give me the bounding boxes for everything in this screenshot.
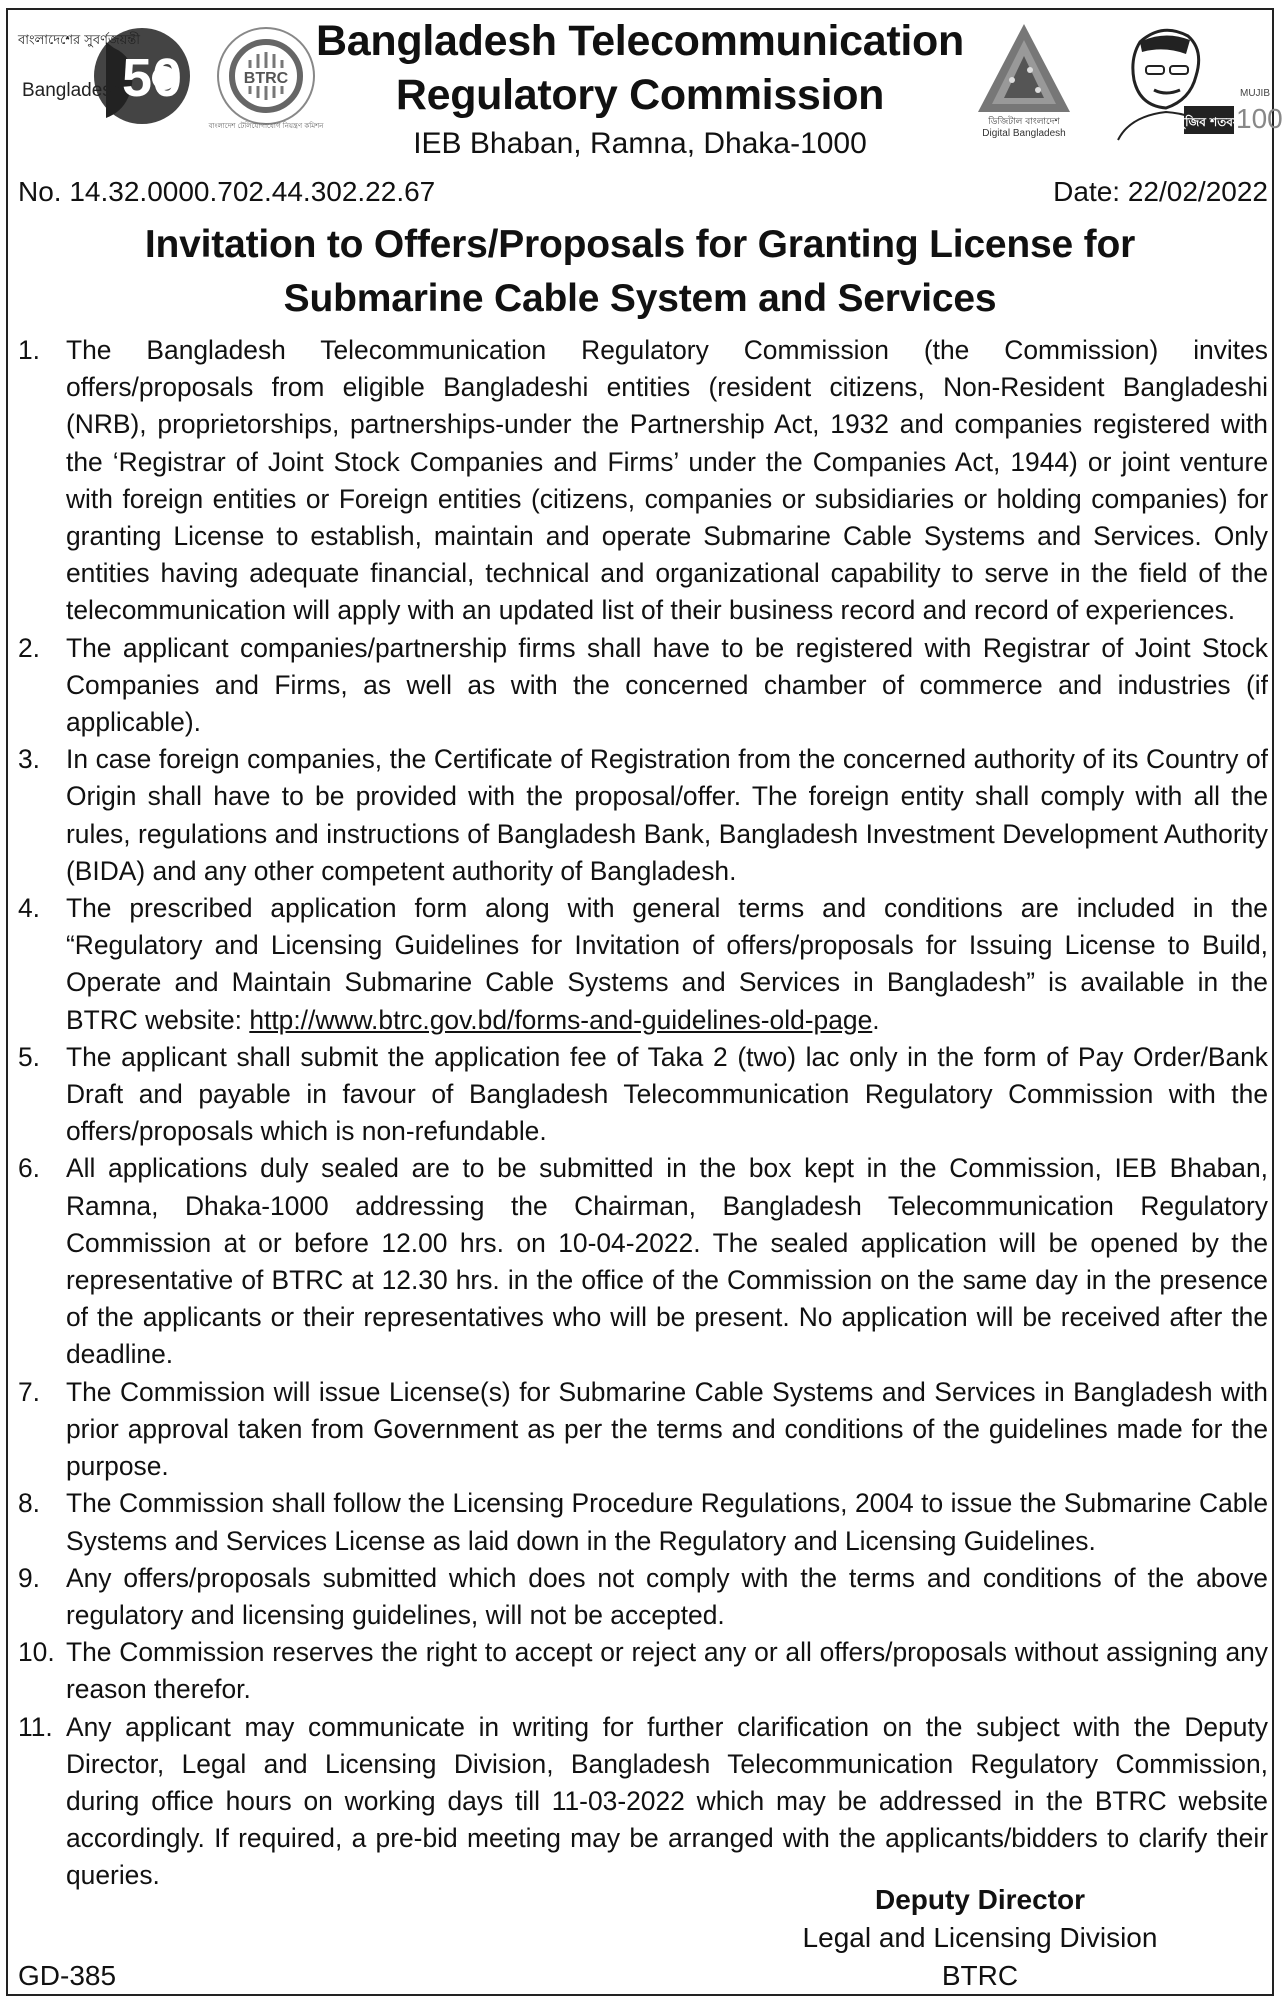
notice-title bbox=[60, 218, 1220, 326]
clause-number: 1. bbox=[18, 335, 41, 365]
org-name-line2: Regulatory Commission bbox=[395, 71, 885, 119]
clause-text: The Commission shall follow the Licensing Procedure Regulations, 2004 to issue the Submarine Cable Systems and Services License as laid down in the Regulatory and Licensing Guidelines. bbox=[66, 1488, 1268, 1556]
clause-7 bbox=[14, 1374, 1268, 1486]
mujib-number: 100 bbox=[1236, 103, 1283, 134]
clause-2 bbox=[14, 630, 1268, 742]
clause-number: 5. bbox=[18, 1041, 41, 1072]
gd-code: GD-385 bbox=[18, 1960, 117, 1991]
clause-text-end: . bbox=[872, 1004, 880, 1035]
clause-4 bbox=[14, 890, 1268, 1039]
notice-date: Date: 22/02/2022 bbox=[1053, 176, 1268, 207]
clause-8 bbox=[14, 1485, 1268, 1559]
clause-list bbox=[14, 332, 1268, 1895]
clause-number: 4. bbox=[18, 893, 41, 924]
signatory-division: Legal and Licensing Division bbox=[802, 1922, 1158, 1953]
clause-5 bbox=[14, 1039, 1268, 1151]
clause-number: 9. bbox=[18, 1562, 41, 1593]
jubilee-label: Bangladesh bbox=[22, 80, 123, 101]
mujib-label: MUJIB bbox=[1240, 88, 1270, 99]
clause-10 bbox=[14, 1634, 1268, 1708]
jubilee-bangla-text: বাংলাদেশের সুবর্ণজয়ন্তী bbox=[18, 33, 140, 48]
btrc-logo-label: BTRC bbox=[243, 70, 289, 87]
clause-text: In case foreign companies, the Certificate of Registration from the concerned authority of its Country of Origin shall have to be provided with the proposal/offer. The foreign entity shall comply with all the rules, regulations and instructions of Bangladesh Bank, Bangladesh Investment Development Authority (BIDA) and any other competent authority of Bangladesh. bbox=[66, 744, 1268, 886]
digital-bangladesh-logo bbox=[968, 20, 1080, 140]
clause-6 bbox=[14, 1150, 1268, 1373]
clause-text: The applicant companies/partnership firms shall have to be registered with Registrar of Joint Stock Companies and Firms, as well as with the concerned chamber of commerce and industries (if applicable). bbox=[66, 632, 1268, 738]
digital-bangladesh-bangla: ডিজিটাল বাংলাদেশ bbox=[988, 117, 1060, 127]
clause-number: 2. bbox=[18, 632, 41, 663]
mujib-100-logo bbox=[1100, 20, 1283, 142]
clause-1 bbox=[14, 332, 1268, 630]
notice-title-line2: Submarine Cable System and Services bbox=[283, 277, 997, 320]
org-name-line1: Bangladesh Telecommunication bbox=[316, 17, 964, 65]
clause-number: 10. bbox=[18, 1637, 55, 1668]
signatory-title: Deputy Director bbox=[874, 1884, 1086, 1915]
btrc-logo-bangla: বাংলাদেশ টেলিযোগাযোগ নিয়ন্ত্রণ কমিশন bbox=[208, 122, 324, 130]
clause-11 bbox=[14, 1709, 1268, 1895]
guidelines-link[interactable]: http://www.btrc.gov.bd/forms-and-guidelines-old-page bbox=[249, 1004, 873, 1035]
signatory-org: BTRC bbox=[941, 1960, 1019, 1991]
clause-9 bbox=[14, 1560, 1268, 1634]
digital-bangladesh-label: Digital Bangladesh bbox=[982, 128, 1066, 139]
clause-number: 3. bbox=[18, 744, 41, 775]
clause-text: All applications duly sealed are to be submitted in the box kept in the Commission, IEB Bhaban, Ramna, Dhaka-1000 addressing the Chairman, Bangladesh Telecommunication Regulatory Commission at or before 12.00 hrs. on 10-04-2022. The sealed application will be opened by the representative of BTRC at 12.30 hrs. in the office of the Commission on the same day in the presence of the applicants or their representatives who will be present. No application will be received after the deadline. bbox=[66, 1153, 1268, 1370]
notice-title-line1: Invitation to Offers/Proposals for Granting License for bbox=[144, 223, 1136, 266]
clause-text: The applicant shall submit the application fee of Taka 2 (two) lac only in the form of Pay Order/Bank Draft and payable in favour of Bangladesh Telecommunication Regulatory Commission with the offers/proposals which is non-refundable. bbox=[66, 1041, 1268, 1147]
jubilee-number: 50 bbox=[122, 48, 183, 108]
reference-number: No. 14.32.0000.702.44.302.22.67 bbox=[18, 176, 436, 207]
clause-number: 11. bbox=[18, 1711, 53, 1742]
clause-3 bbox=[14, 741, 1268, 890]
golden-jubilee-logo bbox=[14, 18, 204, 128]
org-address: IEB Bhaban, Ramna, Dhaka-1000 bbox=[413, 127, 867, 160]
clause-number: 6. bbox=[18, 1153, 41, 1184]
clause-text: Any offers/proposals submitted which does not comply with the terms and conditions of the above regulatory and licensing guidelines, will not be accepted. bbox=[66, 1562, 1268, 1630]
header bbox=[300, 14, 980, 164]
mujib-bangla: মুজিব শতবর্ষ bbox=[1178, 115, 1240, 129]
clause-number: 7. bbox=[18, 1376, 41, 1407]
clause-number: 8. bbox=[18, 1488, 41, 1519]
clause-text: The Bangladesh Telecommunication Regulatory Commission (the Commission) invites offers/proposals from eligible Bangladeshi entities (resident citizens, Non-Resident Bangladeshi (NRB), proprietorships, partnerships-under the Partnership Act, 1932 and companies registered with the ‘Registrar of Joint Stock Companies and Firms’ under the Companies Act, 1944) or joint venture with foreign entities or Foreign entities (citizens, companies or subsidiaries or holding companies) for granting License to establish, maintain and operate Submarine Cable Systems and Services. Only entities having adequate financial, technical and organizational capability to serve in the field of the telecommunication will apply with an updated list of their business record and record of experiences. bbox=[66, 335, 1268, 626]
clause-text: The prescribed application form along with general terms and conditions are included in the “Regulatory and Licensing Guidelines for Invitation of offers/proposals for Issuing License to Build, Operate and Maintain Submarine Cable Systems and Services in Bangladesh” is available in the BTRC website: bbox=[66, 893, 1268, 1035]
clause-text: The Commission will issue License(s) for Submarine Cable Systems and Services in Bangladesh with prior approval taken from Government as per the terms and conditions of the guidelines made for the purpose. bbox=[66, 1376, 1268, 1482]
clause-text: The Commission reserves the right to accept or reject any or all offers/proposals without assigning any reason therefor. bbox=[66, 1637, 1268, 1705]
clause-text: Any applicant may communicate in writing for further clarification on the subject with the Deputy Director, Legal and Licensing Division, Bangladesh Telecommunication Regulatory Commission, during office hours on working days till 11-03-2022 which may be addressed in the BTRC website accordingly. If required, a pre-bid meeting may be arranged with the applicants/bidders to clarify their queries. bbox=[66, 1711, 1268, 1891]
